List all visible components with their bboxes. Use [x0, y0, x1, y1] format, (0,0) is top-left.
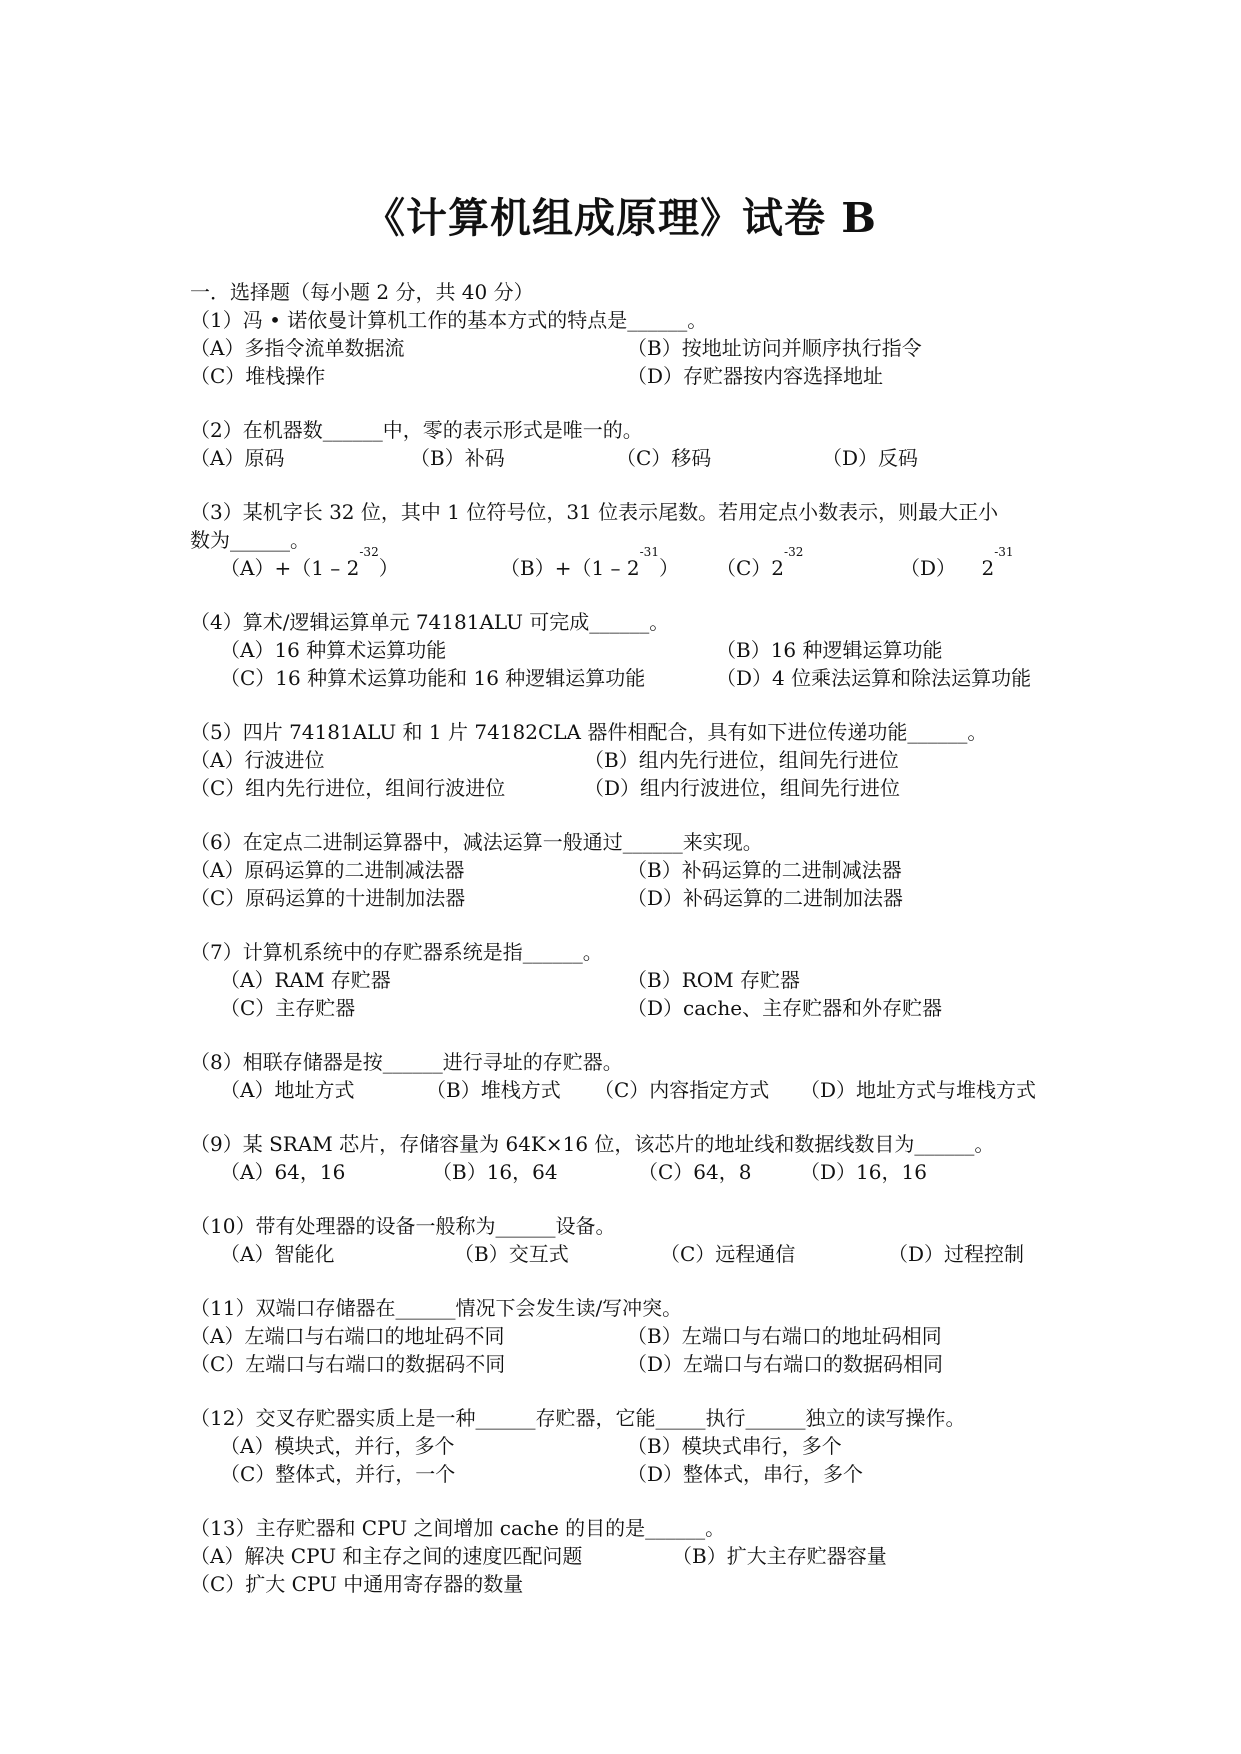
q5-option-d: （D）组内行波进位，组间先行进位	[584, 776, 901, 800]
q8-option-b: （B）堆栈方式	[426, 1078, 561, 1102]
q13-stem: （13）主存贮器和 CPU 之间增加 cache 的目的是______。	[190, 1516, 726, 1540]
q8-stem: （8）相联存储器是按______进行寻址的存贮器。	[190, 1050, 623, 1074]
q8-option-c: （C）内容指定方式	[594, 1078, 770, 1102]
q2-option-b: （B）补码	[410, 446, 505, 470]
q2-option-d: （D）反码	[822, 446, 919, 470]
q9-option-b: （B）16，64	[432, 1160, 558, 1184]
q3-option-a: $(A)+(1 - 2^{-32})$	[220, 545, 399, 580]
q3-option-b: $(B)+(1 - 2^{-31})$	[500, 545, 679, 580]
q1-option-a: （A）多指令流单数据流	[190, 336, 405, 360]
q4-stem: （4）算术/逻辑运算单元 74181ALU 可完成______。	[190, 610, 670, 634]
q12-option-c: （C）整体式，并行，一个	[220, 1462, 456, 1486]
q11-option-b: （B）左端口与右端口的地址码相同	[627, 1324, 942, 1348]
q8-option-d: （D）地址方式与堆栈方式	[800, 1078, 1037, 1102]
q10-stem: （10）带有处理器的设备一般称为______设备。	[190, 1214, 616, 1238]
q8-option-a: （A）地址方式	[220, 1078, 355, 1102]
q1-option-d: （D）存贮器按内容选择地址	[627, 364, 884, 388]
q4-option-b: （B）16 种逻辑运算功能	[716, 638, 943, 662]
q11-option-d: （D）左端口与右端口的数据码相同	[627, 1352, 944, 1376]
q5-option-b: （B）组内先行进位，组间先行进位	[584, 748, 899, 772]
q7-stem: （7）计算机系统中的存贮器系统是指______。	[190, 940, 603, 964]
q7-option-a: （A）RAM 存贮器	[220, 968, 391, 992]
q13-option-c: （C）扩大 CPU 中通用寄存器的数量	[190, 1572, 524, 1596]
q7-option-d: （D）cache、主存贮器和外存贮器	[627, 996, 943, 1020]
q12-option-a: （A）模块式，并行，多个	[220, 1434, 455, 1458]
q4-option-c: （C）16 种算术运算功能和 16 种逻辑运算功能	[220, 666, 646, 690]
q10-option-a: （A）智能化	[220, 1242, 335, 1266]
q7-option-b: （B）ROM 存贮器	[627, 968, 800, 992]
q2-option-a: （A）原码	[190, 446, 285, 470]
q2-option-c: （C）移码	[616, 446, 712, 470]
q12-stem: （12）交叉存贮器实质上是一种______存贮器，它能_____执行______独立的读写操作。	[190, 1406, 966, 1430]
q6-option-c: （C）原码运算的十进制加法器	[190, 886, 466, 910]
q3-stem-line1: （3）某机字长 32 位，其中 1 位符号位，31 位表示尾数。若用定点小数表示，则最大正小	[190, 500, 999, 524]
q10-option-c: （C）远程通信	[660, 1242, 796, 1266]
q7-option-c: （C）主存贮器	[220, 996, 356, 1020]
q11-option-a: （A）左端口与右端口的地址码不同	[190, 1324, 505, 1348]
q11-stem: （11）双端口存储器在______情况下会发生读/写冲突。	[190, 1296, 683, 1320]
q12-option-b: （B）模块式串行，多个	[627, 1434, 842, 1458]
q10-option-b: （B）交互式	[454, 1242, 569, 1266]
q1-option-c: （C）堆栈操作	[190, 364, 326, 388]
q3-stem-line2: 数为______。	[190, 528, 310, 552]
q6-stem: （6）在定点二进制运算器中，减法运算一般通过______来实现。	[190, 830, 763, 854]
q5-stem: （5）四片 74181ALU 和 1 片 74182CLA 器件相配合，具有如下进位传递功能______。	[190, 720, 988, 744]
q5-option-a: （A）行波进位	[190, 748, 325, 772]
q4-option-d: （D）4 位乘法运算和除法运算功能	[716, 666, 1032, 690]
q6-option-a: （A）原码运算的二进制减法器	[190, 858, 465, 882]
q12-option-d: （D）整体式，串行，多个	[627, 1462, 864, 1486]
q1-option-b: （B）按地址访问并顺序执行指令	[627, 336, 922, 360]
q11-option-c: （C）左端口与右端口的数据码不同	[190, 1352, 506, 1376]
q6-option-b: （B）补码运算的二进制减法器	[627, 858, 902, 882]
q1-stem: （1）冯 • 诺依曼计算机工作的基本方式的特点是______。	[190, 308, 708, 332]
q13-option-b: （B）扩大主存贮器容量	[672, 1544, 887, 1568]
q13-option-a: （A）解决 CPU 和主存之间的速度匹配问题	[190, 1544, 583, 1568]
section-heading: 一．选择题（每小题 2 分，共 40 分）	[190, 280, 534, 304]
q3-option-d: （D） $2^{-31}$	[900, 545, 1014, 580]
q9-stem: （9）某 SRAM 芯片，存储容量为 64K×16 位，该芯片的地址线和数据线数目为______。	[190, 1132, 995, 1156]
q6-option-d: （D）补码运算的二进制加法器	[627, 886, 904, 910]
q5-option-c: （C）组内先行进位，组间行波进位	[190, 776, 506, 800]
q9-option-c: （C）64，8	[638, 1160, 752, 1184]
q9-option-a: （A）64，16	[220, 1160, 346, 1184]
exam-title: 《计算机组成原理》试卷 B	[364, 194, 877, 242]
q3-option-c: $(C)2^{-32}$	[716, 545, 804, 580]
q10-option-d: （D）过程控制	[888, 1242, 1025, 1266]
q9-option-d: （D）16，16	[800, 1160, 927, 1184]
q2-stem: （2）在机器数______中，零的表示形式是唯一的。	[190, 418, 643, 442]
q4-option-a: （A）16 种算术运算功能	[220, 638, 447, 662]
